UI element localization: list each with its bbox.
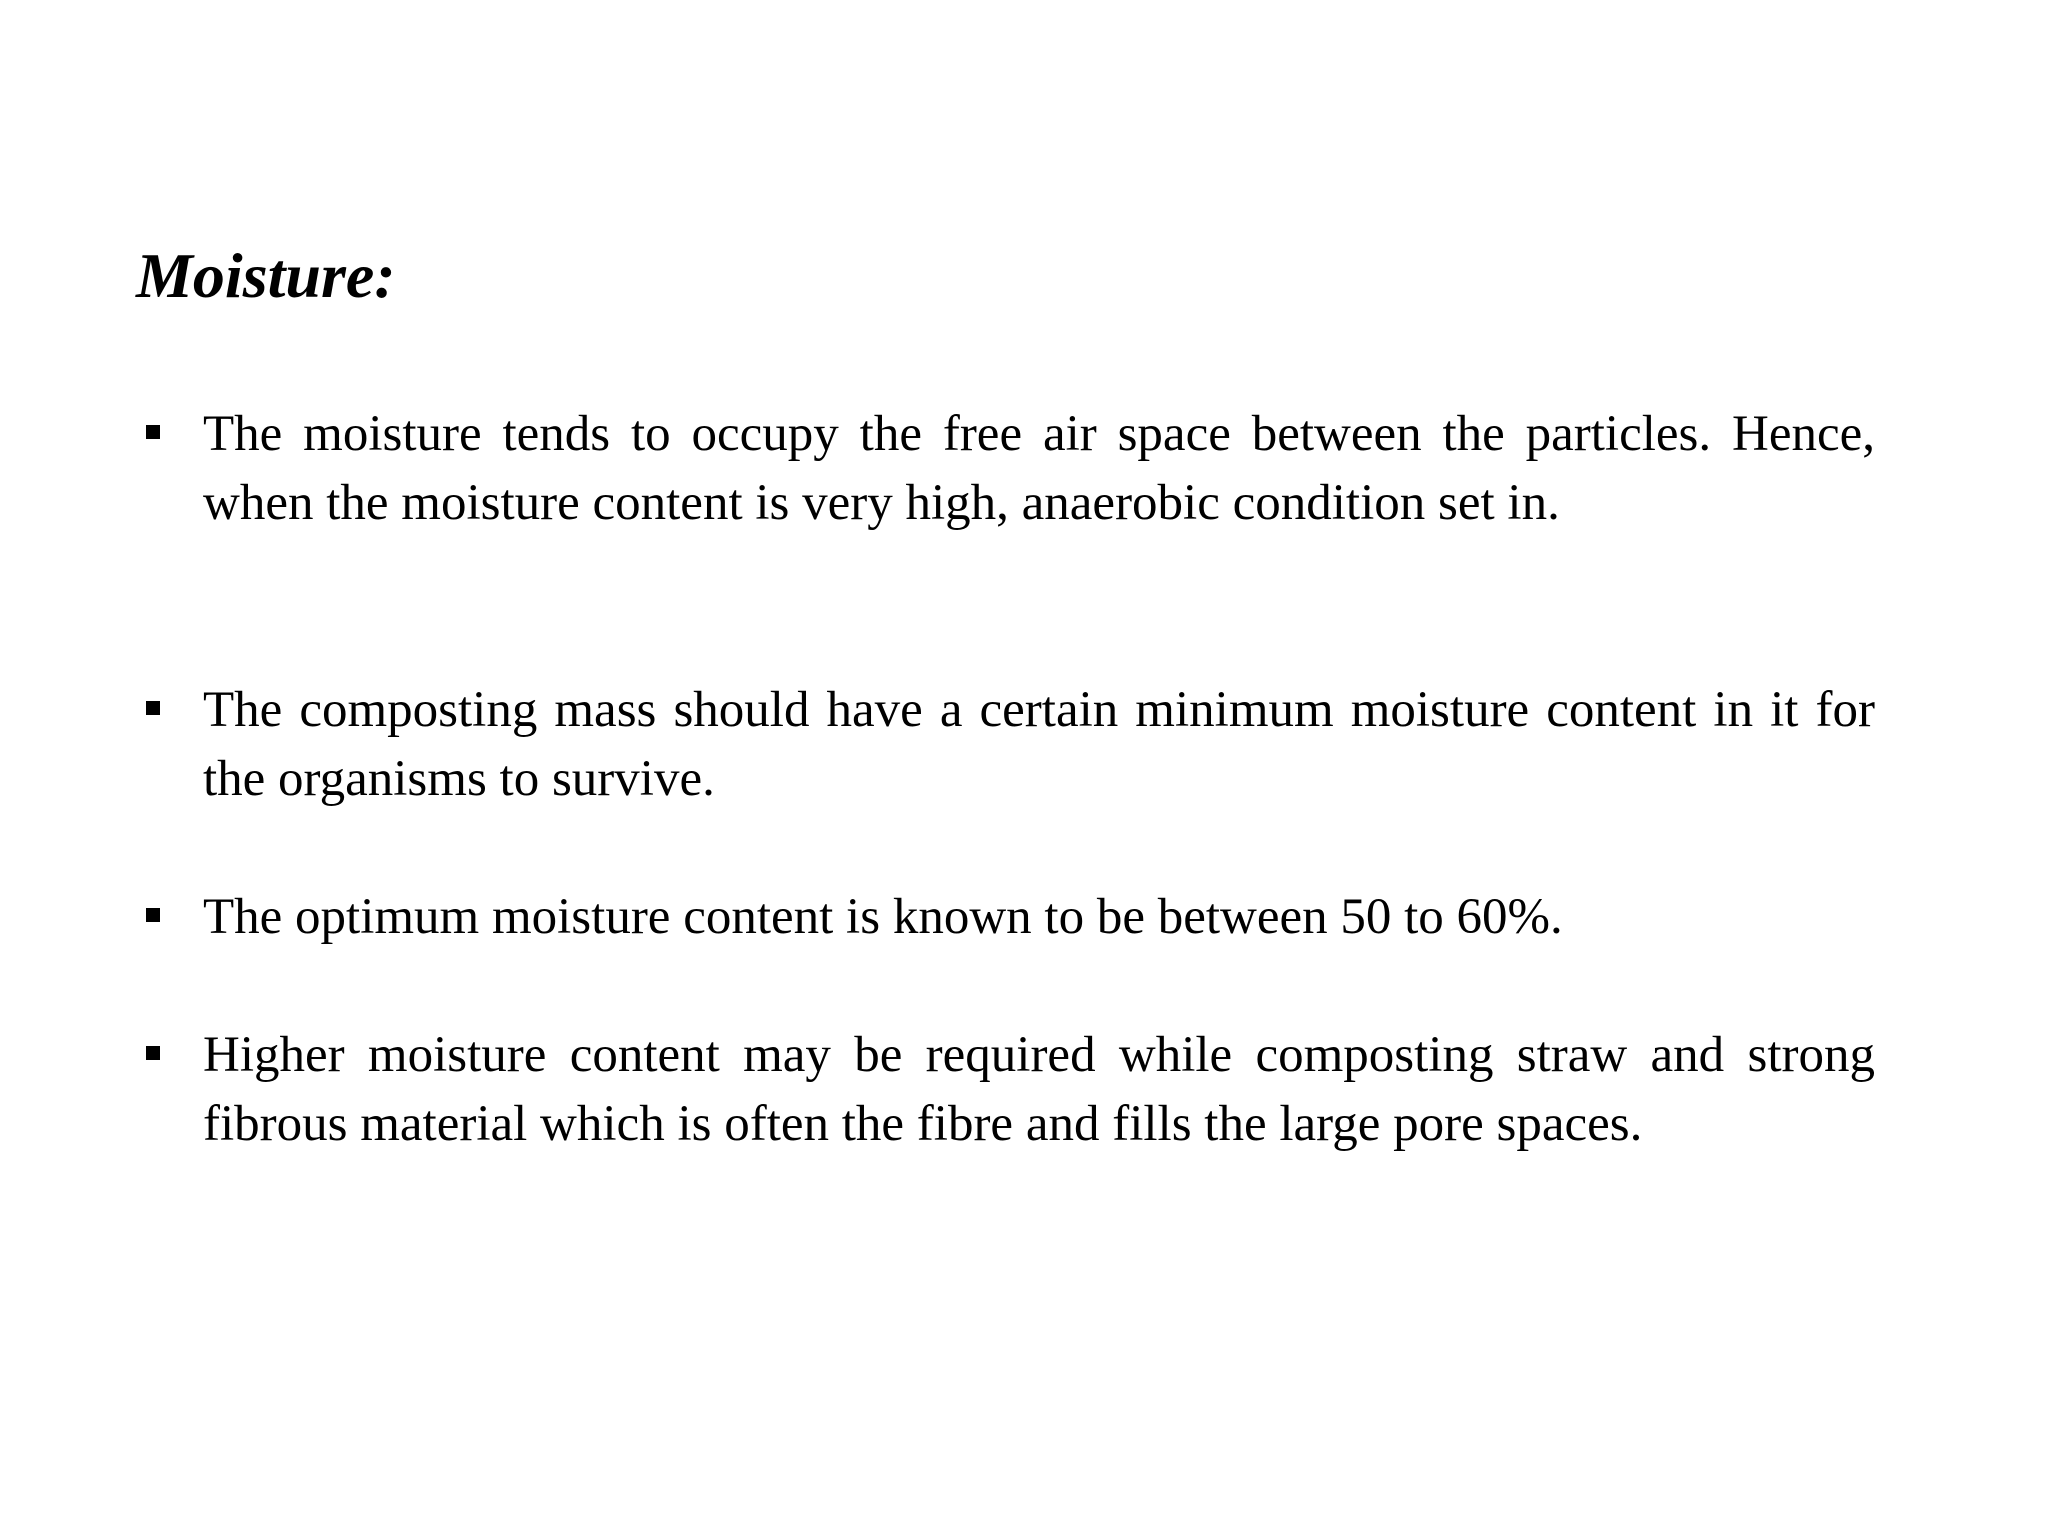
- square-bullet-icon: [146, 908, 160, 922]
- bullet-text: Higher moisture content may be required while composting straw and strong fibrous material which is often the fibre and fills the large pore spaces.: [203, 1027, 1875, 1152]
- slide-title: Moisture:: [136, 240, 396, 311]
- bullet-text: The composting mass should have a certain minimum moisture content in it for the organisms to survive.: [203, 682, 1875, 807]
- square-bullet-icon: [146, 701, 160, 715]
- square-bullet-icon: [146, 425, 160, 439]
- bullet-text: The optimum moisture content is known to be between 50 to 60%.: [203, 889, 1563, 945]
- square-bullet-icon: [146, 1046, 160, 1060]
- bullet-text: The moisture tends to occupy the free air space between the particles. Hence, when the moisture content is very high, anaerobic condition set in.: [203, 406, 1875, 531]
